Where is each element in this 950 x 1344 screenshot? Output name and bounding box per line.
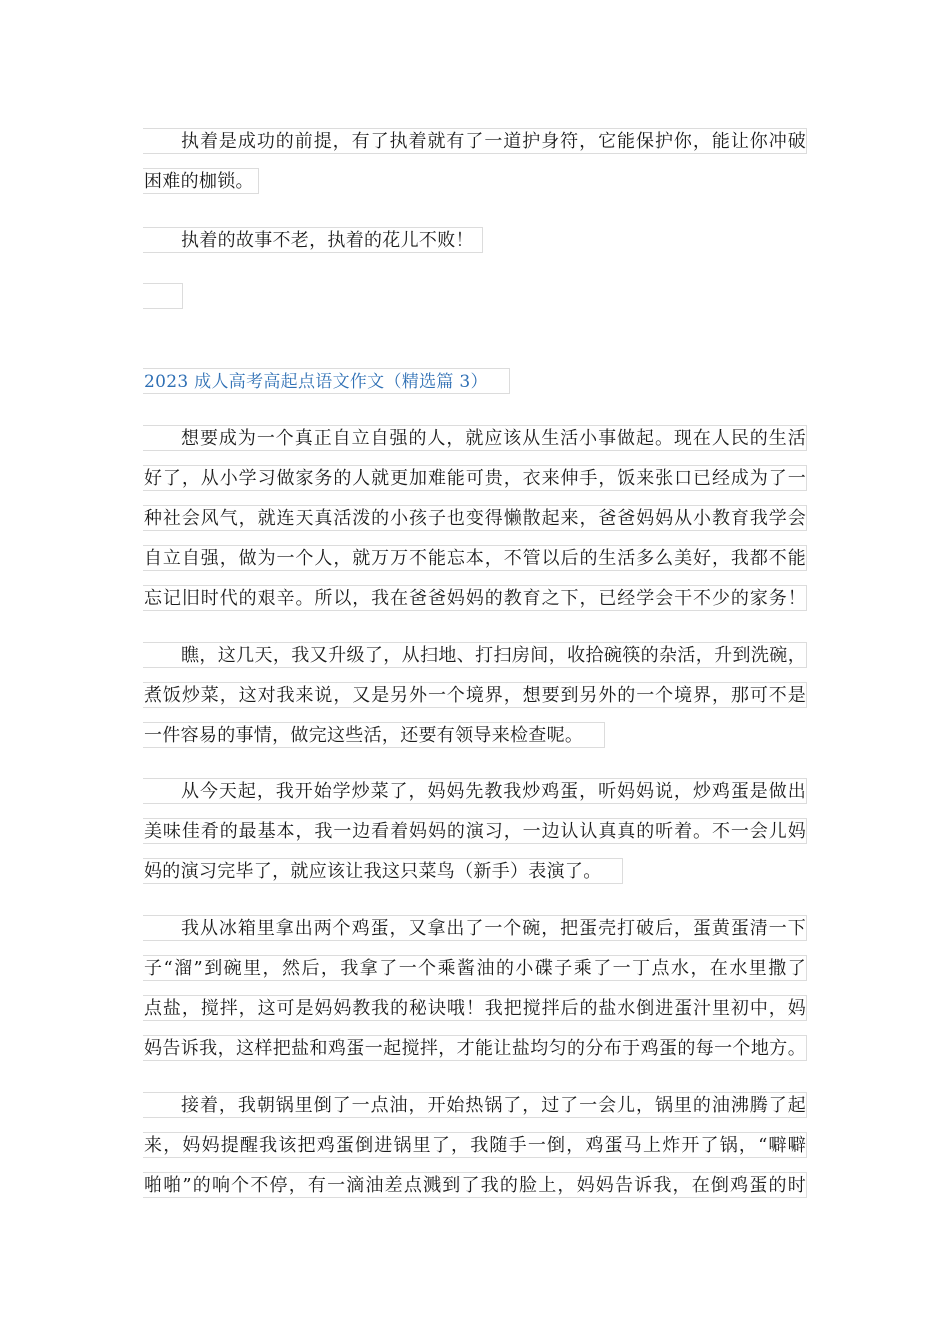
paragraph-5-line-2: 美味佳肴的最基本，我一边看着妈妈的演习，一边认认真真的听着。不一会儿妈 [143,818,807,844]
paragraph-3-line-1: 想要成为一个真正自立自强的人，就应该从生活小事做起。现在人民的生活 [143,425,807,451]
paragraph-6-line-2: 子“溜”到碗里，然后，我拿了一个乘酱油的小碟子乘了一丁点水，在水里撒了 [143,955,807,981]
paragraph-2-line-1: 执着的故事不老，执着的花儿不败！ [143,227,483,253]
paragraph-1-line-2: 困难的枷锁。 [143,168,259,194]
empty-paragraph [143,283,183,309]
paragraph-5-line-3: 妈的演习完毕了，就应该让我这只菜鸟（新手）表演了。 [143,858,623,884]
paragraph-4-line-2: 煮饭炒菜，这对我来说，又是另外一个境界，想要到另外的一个境界，那可不是 [143,682,807,708]
paragraph-3-line-5: 忘记旧时代的艰辛。所以，我在爸爸妈妈的教育之下，已经学会干不少的家务！ [143,585,807,611]
paragraph-3-line-4: 自立自强，做为一个人，就万万不能忘本，不管以后的生活多么美好，我都不能 [143,545,807,571]
paragraph-6-line-4: 妈告诉我，这样把盐和鸡蛋一起搅拌，才能让盐均匀的分布于鸡蛋的每一个地方。 [143,1035,807,1061]
paragraph-7-line-1: 接着，我朝锅里倒了一点油，开始热锅了，过了一会儿，锅里的油沸腾了起 [143,1092,807,1118]
paragraph-4-line-1: 瞧，这几天，我又升级了，从扫地、打扫房间，收拾碗筷的杂活，升到洗碗， [143,642,807,668]
paragraph-3-line-3: 种社会风气，就连天真活泼的小孩子也变得懒散起来，爸爸妈妈从小教育我学会 [143,505,807,531]
section-heading: 2023 成人高考高起点语文作文（精选篇 3） [143,368,510,394]
paragraph-6-line-1: 我从冰箱里拿出两个鸡蛋，又拿出了一个碗，把蛋壳打破后，蛋黄蛋清一下 [143,915,807,941]
paragraph-6-line-3: 点盐，搅拌，这可是妈妈教我的秘诀哦！我把搅拌后的盐水倒进蛋汁里初中，妈 [143,995,807,1021]
paragraph-4-line-3: 一件容易的事情，做完这些活，还要有领导来检查呢。 [143,722,605,748]
paragraph-5-line-1: 从今天起，我开始学炒菜了，妈妈先教我炒鸡蛋，听妈妈说，炒鸡蛋是做出 [143,778,807,804]
paragraph-7-line-3: 啪啪”的响个不停，有一滴油差点溅到了我的脸上，妈妈告诉我，在倒鸡蛋的时 [143,1172,807,1198]
paragraph-3-line-2: 好了，从小学习做家务的人就更加难能可贵，衣来伸手，饭来张口已经成为了一 [143,465,807,491]
paragraph-1-line-1: 执着是成功的前提，有了执着就有了一道护身符，它能保护你，能让你冲破 [143,128,807,154]
paragraph-7-line-2: 来，妈妈提醒我该把鸡蛋倒进锅里了，我随手一倒，鸡蛋马上炸开了锅，“噼噼 [143,1132,807,1158]
